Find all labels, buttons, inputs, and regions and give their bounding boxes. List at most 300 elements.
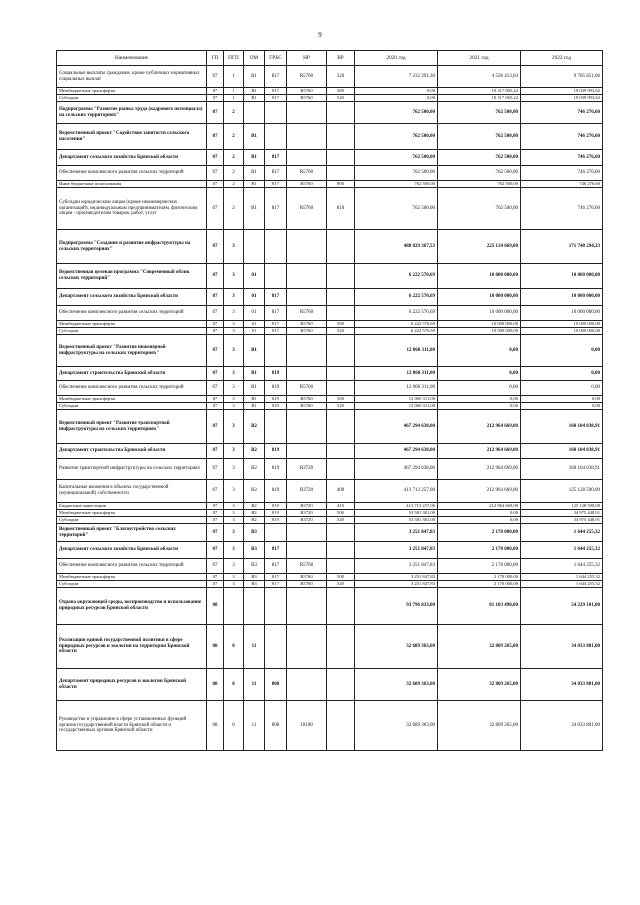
cell-vr [327,588,355,625]
cell-2021: 10 000 000,00 [438,289,521,306]
cell-grbs: 819 [265,459,287,480]
cell-2021: 10 317 065,22 [438,88,521,95]
table-row [57,559,603,574]
cell-name: Подпрограмма "Развитие рынка труда (кадрового потенциала) на сельских территориях" [57,102,207,124]
cell-2022: 1 644 255,32 [521,524,603,542]
cell-2022: 1 644 255,32 [521,542,603,559]
cell-om: 11 [244,701,265,751]
cell-vr [327,381,355,396]
cell-name: Субсидии [57,95,207,102]
cell-vr [327,625,355,669]
cell-name: Социальные выплаты гражданам, кроме публичных нормативных социальных выплат [57,66,207,88]
cell-2020: 12 060 311,00 [355,381,438,396]
cell-gp: 08 [207,625,224,669]
cell-2021: 212 964 669,00 [438,480,521,503]
cell-grbs: 817 [265,66,287,88]
table-row [57,95,603,102]
cell-grbs: 819 [265,510,287,517]
cell-2020: 3 251 847,83 [355,574,438,581]
table-row [57,328,603,335]
cell-2020: 32 689 363,00 [355,701,438,751]
cell-2020: 413 713 257,00 [355,480,438,503]
table-row [57,669,603,701]
cell-2020: 6 222 570,69 [355,306,438,321]
cell-2021: 2 170 000,00 [438,574,521,581]
cell-nr: R5760 [287,95,327,102]
table-row [57,410,603,444]
cell-name: Обеспечение комплексного развития сельских территорий [57,559,207,574]
cell-grbs: 819 [265,517,287,524]
cell-grbs: 819 [265,480,287,503]
cell-vr: 520 [327,517,355,524]
cell-om: В1 [244,403,265,410]
cell-2021: 10 317 065,22 [438,95,521,102]
cell-2022: 125 128 590,00 [521,480,603,503]
cell-name: Субсидии [57,403,207,410]
table-row [57,306,603,321]
cell-vr: 520 [327,95,355,102]
cell-nr [287,150,327,166]
cell-om: В1 [244,150,265,166]
table-row [57,403,603,410]
cell-2021: 32 809 265,00 [438,625,521,669]
cell-vr: 320 [327,66,355,88]
table-row [57,701,603,751]
cell-vr: 520 [327,328,355,335]
cell-gp: 08 [207,588,224,625]
cell-om: В2 [244,517,265,524]
cell-name: Межбюджетные трансферты [57,321,207,328]
cell-om: В3 [244,524,265,542]
cell-nr: 10100 [287,701,327,751]
cell-nr [287,524,327,542]
cell-gp: 07 [207,503,224,510]
table-row [57,574,603,581]
cell-pgp: 1 [224,66,244,88]
cell-nr: R3720 [287,517,327,524]
cell-vr: 500 [327,574,355,581]
cell-2020: 413 713 257,00 [355,503,438,510]
cell-pgp: 3 [224,480,244,503]
cell-vr: 500 [327,88,355,95]
cell-nr: R3720 [287,510,327,517]
cell-pgp: 2 [224,166,244,181]
cell-grbs: 817 [265,581,287,588]
cell-pgp: 3 [224,503,244,510]
cell-grbs: 817 [265,181,287,188]
cell-2020: 53 581 381,00 [355,517,438,524]
cell-2020: 762 500,00 [355,102,438,124]
table-row [57,510,603,517]
cell-gp: 07 [207,581,224,588]
cell-nr: R5760 [287,88,327,95]
header-2021: 2021 год [438,51,521,66]
cell-pgp: 0 [224,625,244,669]
cell-2020: 762 500,00 [355,188,438,230]
cell-nr: R5760 [287,321,327,328]
cell-gp: 07 [207,524,224,542]
cell-om [244,588,265,625]
cell-2022: 0,00 [521,396,603,403]
cell-vr [327,124,355,150]
cell-nr: R3720 [287,503,327,510]
cell-2022: 19 039 993,62 [521,88,603,95]
cell-pgp: 3 [224,289,244,306]
cell-gp: 07 [207,321,224,328]
cell-gp: 07 [207,124,224,150]
header-gp: ГП [207,51,224,66]
cell-pgp: 3 [224,542,244,559]
cell-om: В3 [244,542,265,559]
cell-gp: 07 [207,335,224,367]
cell-pgp: 3 [224,396,244,403]
cell-gp: 07 [207,264,224,289]
table-row [57,542,603,559]
cell-nr: R3720 [287,480,327,503]
cell-grbs: 817 [265,289,287,306]
cell-nr: R5760 [287,66,327,88]
cell-2022: 1 644 255,32 [521,574,603,581]
cell-2020: 3 251 847,83 [355,559,438,574]
cell-2020: 53 581 381,00 [355,510,438,517]
table-row [57,102,603,124]
cell-vr [327,701,355,751]
cell-nr [287,625,327,669]
cell-nr [287,410,327,444]
cell-pgp: 3 [224,230,244,264]
cell-2022: 746 276,60 [521,102,603,124]
header-2022: 2022 год [521,51,603,66]
cell-grbs: 808 [265,701,287,751]
cell-pgp: 3 [224,367,244,381]
cell-name: Департамент природных ресурсов и экологии Брянской области [57,669,207,701]
cell-2022: 34 975 448,91 [521,517,603,524]
cell-2022: 1 644 255,32 [521,559,603,574]
cell-name: Ведомственный проект "Развитие инженерной инфраструктуры на сельских территориях" [57,335,207,367]
cell-2021: 212 964 669,00 [438,459,521,480]
cell-nr: R5760 [287,188,327,230]
cell-vr [327,166,355,181]
cell-name: Межбюджетные трансферты [57,88,207,95]
cell-name: Обеспечение комплексного развития сельских территорий [57,381,207,396]
cell-gp: 07 [207,367,224,381]
cell-om: В1 [244,335,265,367]
cell-2021: 225 134 669,00 [438,230,521,264]
cell-2022: 0,00 [521,381,603,396]
cell-2020: 762 500,00 [355,181,438,188]
cell-vr: 800 [327,181,355,188]
cell-2021: 0,00 [438,335,521,367]
cell-gp: 07 [207,542,224,559]
cell-grbs: 819 [265,367,287,381]
cell-grbs: 817 [265,95,287,102]
cell-2022: 0,00 [521,403,603,410]
table-row [57,150,603,166]
table-row [57,124,603,150]
header-nr: НР [287,51,327,66]
cell-nr [287,335,327,367]
table-row [57,66,603,88]
cell-grbs: 819 [265,444,287,459]
cell-gp: 07 [207,181,224,188]
cell-om: 01 [244,289,265,306]
cell-grbs: 817 [265,150,287,166]
cell-2022: 10 000 000,00 [521,264,603,289]
header-2020: 2020 год [355,51,438,66]
cell-name: Иные бюджетные ассигнования [57,181,207,188]
table-row [57,503,603,510]
cell-nr [287,264,327,289]
cell-2020: 12 060 311,00 [355,403,438,410]
cell-2021: 0,00 [438,510,521,517]
cell-2022: 0,00 [521,367,603,381]
cell-grbs: 817 [265,328,287,335]
cell-vr [327,444,355,459]
cell-grbs [265,410,287,444]
cell-2020: 0,00 [355,95,438,102]
cell-2022: 746 276,60 [521,188,603,230]
cell-gp: 07 [207,559,224,574]
cell-gp: 07 [207,480,224,503]
cell-grbs: 817 [265,559,287,574]
cell-grbs: 817 [265,321,287,328]
cell-2021: 0,00 [438,367,521,381]
cell-2021: 32 809 265,00 [438,701,521,751]
cell-name: Реализация единой государственной политики в сфере природных ресурсов и экологии на территории Брянской области [57,625,207,669]
cell-om: В1 [244,367,265,381]
cell-om: В2 [244,444,265,459]
cell-pgp: 2 [224,188,244,230]
cell-2020: 3 251 847,83 [355,542,438,559]
cell-name: Департамент строительства Брянской области [57,367,207,381]
cell-nr: R5760 [287,559,327,574]
cell-nr [287,124,327,150]
table-row [57,335,603,367]
cell-2022: 746 276,60 [521,166,603,181]
cell-vr [327,102,355,124]
cell-2022: 34 033 801,00 [521,701,603,751]
cell-vr [327,459,355,480]
cell-nr [287,588,327,625]
budget-table [56,50,603,751]
cell-2020: 12 060 311,00 [355,396,438,403]
cell-vr [327,669,355,701]
cell-om [244,230,265,264]
cell-nr: R5760 [287,181,327,188]
cell-name: Ведомственный проект "Благоустройство сельских территорий" [57,524,207,542]
cell-vr [327,559,355,574]
cell-2021: 212 964 669,00 [438,503,521,510]
cell-pgp: 3 [224,328,244,335]
cell-gp: 07 [207,396,224,403]
cell-vr [327,289,355,306]
table-row [57,88,603,95]
cell-gp: 07 [207,410,224,444]
cell-2022: 160 104 038,91 [521,444,603,459]
cell-2020: 12 060 311,00 [355,367,438,381]
cell-name: Департамент сельского хозяйства Брянской области [57,542,207,559]
cell-name: Межбюджетные трансферты [57,510,207,517]
cell-nr [287,289,327,306]
cell-pgp: 2 [224,150,244,166]
cell-2021: 762 500,00 [438,181,521,188]
cell-gp: 07 [207,403,224,410]
cell-2022: 10 000 000,00 [521,321,603,328]
cell-pgp: 3 [224,510,244,517]
cell-pgp: 1 [224,88,244,95]
cell-gp: 08 [207,701,224,751]
cell-2022: 9 705 851,06 [521,66,603,88]
cell-pgp: 3 [224,306,244,321]
cell-nr: R5760 [287,581,327,588]
cell-2021: 0,00 [438,396,521,403]
cell-vr: 500 [327,396,355,403]
cell-name: Межбюджетные трансферты [57,396,207,403]
table-row [57,289,603,306]
cell-name: Субсидии [57,328,207,335]
cell-name: Ведомственный проект "Содействие занятости сельского населения" [57,124,207,150]
cell-2020: 762 500,00 [355,124,438,150]
cell-vr: 410 [327,503,355,510]
table-row [57,396,603,403]
cell-om: В1 [244,66,265,88]
cell-om: 11 [244,625,265,669]
cell-grbs: 817 [265,542,287,559]
cell-2020: 467 294 638,00 [355,459,438,480]
cell-2022: 10 000 000,00 [521,328,603,335]
cell-gp: 07 [207,459,224,480]
cell-grbs: 819 [265,503,287,510]
cell-nr [287,444,327,459]
cell-vr [327,542,355,559]
cell-gp: 07 [207,102,224,124]
cell-2021: 0,00 [438,517,521,524]
cell-grbs: 819 [265,381,287,396]
cell-2022: 125 128 590,00 [521,503,603,510]
cell-gp: 07 [207,230,224,264]
cell-nr: R5760 [287,306,327,321]
table-row [57,459,603,480]
cell-om: 01 [244,306,265,321]
cell-gp: 07 [207,88,224,95]
cell-2022: 160 104 038,91 [521,459,603,480]
cell-2021: 762 500,00 [438,102,521,124]
cell-grbs: 817 [265,574,287,581]
cell-2022: 746 276,60 [521,181,603,188]
cell-pgp: 3 [224,444,244,459]
cell-gp: 08 [207,669,224,701]
cell-2021: 10 000 000,00 [438,306,521,321]
table-row [57,524,603,542]
cell-vr: 500 [327,321,355,328]
cell-om: В1 [244,88,265,95]
cell-name: Руководство и управление в сфере установленных функций органов государственной власти Брянской области и государственных органов Брянской области [57,701,207,751]
cell-2020: 3 251 847,83 [355,581,438,588]
cell-name: Бюджетные инвестиции [57,503,207,510]
cell-gp: 07 [207,444,224,459]
table-row [57,480,603,503]
cell-name: Субсидии юридическим лицам (кроме некоммерческих организаций), индивидуальным предпринимателям, физическим лицам - производителям товаров, работ, услуг [57,188,207,230]
header-vr: ВР [327,51,355,66]
cell-2020: 32 689 363,00 [355,669,438,701]
cell-name: Капитальные вложения в объекты государственной (муниципальной) собственности [57,480,207,503]
cell-2021: 2 170 000,00 [438,581,521,588]
table-row [57,230,603,264]
cell-2021: 0,00 [438,381,521,396]
cell-2021: 212 964 669,00 [438,444,521,459]
cell-grbs: 817 [265,188,287,230]
cell-2022: 160 104 038,91 [521,410,603,444]
cell-vr [327,410,355,444]
cell-nr [287,230,327,264]
cell-2021: 10 000 000,00 [438,328,521,335]
cell-pgp: 3 [224,321,244,328]
cell-pgp: 3 [224,264,244,289]
cell-grbs [265,524,287,542]
cell-2021: 0,00 [438,403,521,410]
cell-2021: 32 809 265,00 [438,669,521,701]
table-row [57,264,603,289]
cell-pgp: 3 [224,524,244,542]
cell-om: В2 [244,410,265,444]
cell-vr: 520 [327,403,355,410]
cell-vr: 520 [327,581,355,588]
cell-nr [287,367,327,381]
cell-nr: R3720 [287,459,327,480]
cell-2021: 212 964 669,00 [438,410,521,444]
cell-2022: 34 033 801,00 [521,669,603,701]
cell-gp: 07 [207,510,224,517]
header-name: Наименование [57,51,207,66]
cell-gp: 07 [207,306,224,321]
cell-pgp: 1 [224,95,244,102]
cell-pgp: 3 [224,574,244,581]
cell-pgp: 3 [224,410,244,444]
cell-2021: 762 500,00 [438,188,521,230]
cell-nr: R5760 [287,574,327,581]
cell-nr [287,542,327,559]
cell-name: Обеспечение комплексного развития сельских территорий [57,166,207,181]
cell-name: Межбюджетные трансферты [57,574,207,581]
cell-vr [327,367,355,381]
cell-2020: 467 294 638,00 [355,444,438,459]
cell-name: Развитие транспортной инфраструктуры на сельских территориях [57,459,207,480]
cell-om: В1 [244,181,265,188]
table-row [57,321,603,328]
cell-gp: 07 [207,66,224,88]
cell-2021: 2 170 000,00 [438,524,521,542]
cell-name: Ведомственная целевая программа "Современный облик сельских территорий" [57,264,207,289]
cell-2022: 171 748 294,23 [521,230,603,264]
cell-2021: 762 500,00 [438,150,521,166]
cell-nr: R5760 [287,166,327,181]
cell-name: Субсидии [57,517,207,524]
cell-om: В1 [244,166,265,181]
cell-om: В1 [244,188,265,230]
cell-grbs: 817 [265,88,287,95]
cell-2021: 2 170 000,00 [438,542,521,559]
cell-2020: 32 689 363,00 [355,625,438,669]
cell-name: Ведомственный проект "Развитие транспортной инфраструктуры на сельских территориях" [57,410,207,444]
cell-vr: 400 [327,480,355,503]
header-pgp: ПГП [224,51,244,66]
cell-2020: 6 222 570,69 [355,328,438,335]
cell-om: В2 [244,510,265,517]
cell-grbs: 819 [265,403,287,410]
cell-pgp: 0 [224,669,244,701]
cell-nr: R5760 [287,381,327,396]
cell-2022: 34 033 801,00 [521,625,603,669]
